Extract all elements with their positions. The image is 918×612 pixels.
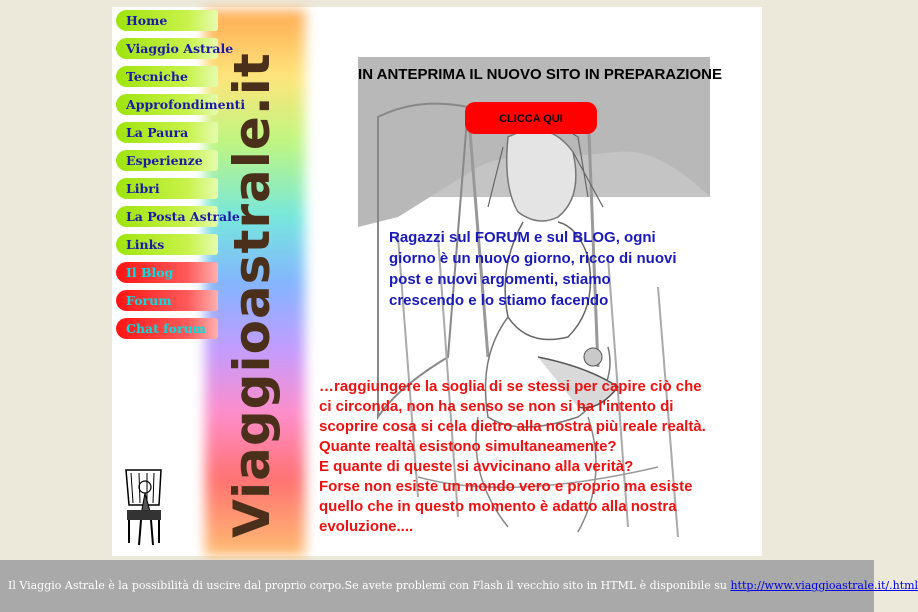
quote-text (319, 377, 749, 537)
site-logo-vertical (222, 40, 282, 550)
nav-item-la-posta-astrale[interactable]: La Posta Astrale (116, 206, 218, 227)
preview-title: IN ANTEPRIMA IL NUOVO SITO IN PREPARAZIONE (358, 66, 722, 83)
footer-bar (0, 560, 918, 612)
sketch-thumbnail (121, 465, 166, 547)
nav-item-forum[interactable]: Forum (116, 290, 218, 311)
nav-item-tecniche[interactable]: Tecniche (116, 66, 218, 87)
nav-item-home[interactable]: Home (116, 10, 218, 31)
old-site-link[interactable]: http://www.viaggioastrale.it/.html (730, 579, 918, 592)
quote-line: ci circonda, non ha senso se non si ha l'intento di (319, 398, 674, 415)
quote-line: Quante realtà esistono simultaneamente? (319, 438, 617, 455)
quote-line: scoprire cosa si cela dietro alla nostra più reale realtà. (319, 418, 706, 435)
quote-line: evoluzione.... (319, 518, 414, 535)
quote-line: Forse non esiste un mondo vero e proprio ma esiste (319, 478, 693, 495)
nav-item-libri[interactable]: Libri (116, 178, 218, 199)
clicca-qui-button[interactable]: CLICCA QUI (465, 102, 597, 134)
nav-item-il-blog[interactable]: Il Blog (116, 262, 218, 283)
nav-item-viaggio-astrale[interactable]: Viaggio Astrale (116, 38, 218, 59)
footer-text: Il Viaggio Astrale è la possibilità di uscire dal proprio corpo.Se avete problemi con Flash il vecchio sito in HTML è disponibile su (8, 579, 731, 592)
forum-blog-message: Ragazzi sul FORUM e sul BLOG, ogni giorno è un nuovo giorno, ricco di nuovi post e nuovi argomenti, stiamo crescendo e lo stiamo facendo (389, 229, 677, 309)
nav-item-approfondimenti[interactable]: Approfondimenti (116, 94, 218, 115)
chair-sketch-thumbnail (121, 465, 166, 547)
nav-item-la-paura[interactable]: La Paura (116, 122, 218, 143)
nav-item-links[interactable]: Links (116, 234, 218, 255)
site-logo-text: Viaggioastrale.it (223, 52, 281, 538)
nav-item-chat-forum[interactable]: Chat forum (116, 318, 218, 339)
main-navigation (116, 10, 246, 346)
nav-item-esperienze[interactable]: Esperienze (116, 150, 218, 171)
quote-line: quello che in questo momento è adatto alla nostra (319, 498, 677, 515)
quote-line: E quante di queste si avvicinano alla verità? (319, 458, 634, 475)
quote-line: …raggiungere la soglia di se stessi per capire ciò che (319, 378, 702, 395)
